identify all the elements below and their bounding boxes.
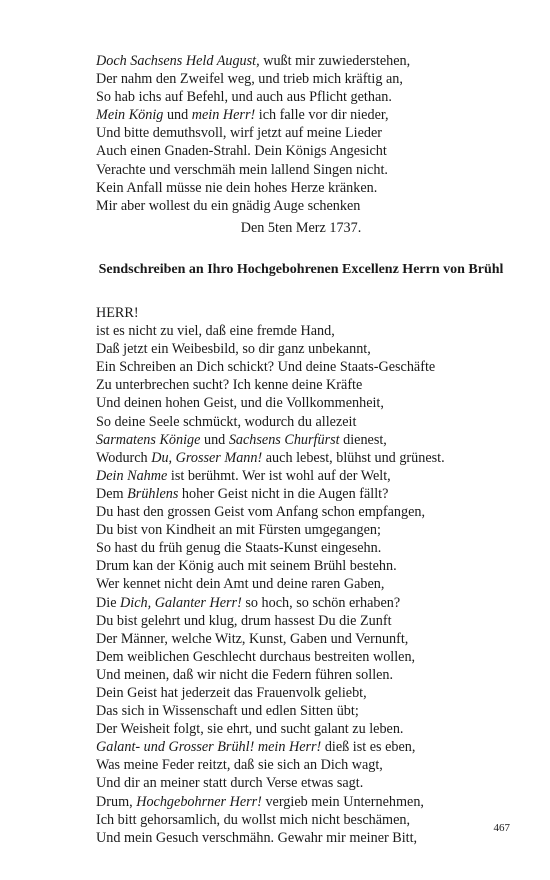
italic-text: Sachsens Churfürst bbox=[228, 431, 340, 448]
text-span: dieß ist es eben, bbox=[321, 739, 416, 756]
text-span: Und bitte demuthsvoll, wirf jetzt auf meine Lieder bbox=[96, 125, 383, 142]
verse-line bbox=[96, 394, 516, 412]
text-span: dienest, bbox=[339, 431, 387, 448]
verse-line bbox=[96, 575, 516, 593]
text-span: hoher Geist nicht in die Augen fällt? bbox=[178, 485, 389, 502]
verse-line bbox=[96, 793, 516, 811]
text-span: und bbox=[200, 431, 229, 448]
verse-line bbox=[96, 106, 516, 124]
verse-line bbox=[96, 322, 516, 340]
verse-line bbox=[96, 52, 516, 70]
verse-line bbox=[96, 521, 516, 539]
verse-line bbox=[96, 503, 516, 521]
italic-text: Du, Grosser Mann! bbox=[151, 449, 263, 466]
verse-line bbox=[96, 648, 516, 666]
verse-line bbox=[96, 70, 516, 88]
verse-line bbox=[96, 557, 516, 575]
text-span: Das sich in Wissenschaft und edlen Sitten übt; bbox=[96, 703, 359, 720]
verse-line bbox=[96, 539, 516, 557]
text-span: Dem weiblichen Geschlecht durchaus bestreiten wollen, bbox=[96, 648, 416, 665]
text-span: Mir aber wollest du ein gnädig Auge schenken bbox=[96, 197, 361, 214]
verse-line bbox=[96, 702, 516, 720]
text-span: Drum kan der König auch mit seinem Brühl bestehn. bbox=[96, 558, 397, 575]
text-span: So hab ichs auf Befehl, und auch aus Pflicht gethan. bbox=[96, 89, 392, 106]
verse-line bbox=[96, 340, 516, 358]
poem-ending-verses bbox=[96, 52, 516, 215]
text-span: Und dir an meiner statt durch Verse etwas sagt. bbox=[96, 775, 364, 792]
text-span: Und deinen hohen Geist, und die Vollkommenheit, bbox=[96, 395, 384, 412]
text-span: Was meine Feder reitzt, daß sie sich an Dich wagt, bbox=[96, 757, 383, 774]
text-span: so hoch, so schön erhaben? bbox=[241, 594, 401, 611]
verse-line bbox=[96, 594, 516, 612]
verse-line bbox=[96, 179, 516, 197]
text-span: HERR! bbox=[96, 305, 139, 321]
text-span: Du hast den grossen Geist vom Anfang schon empfangen, bbox=[96, 504, 426, 521]
italic-text: Dich, Galanter Herr! bbox=[120, 594, 242, 611]
text-span: Du bist gelehrt und klug, drum hassest Du die Zunft bbox=[96, 612, 392, 629]
verse-line bbox=[96, 142, 516, 160]
text-span: vergieb mein Unternehmen, bbox=[261, 793, 424, 810]
text-span: Ich bitt gehorsamlich, du wollst mich nicht beschämen, bbox=[96, 811, 411, 828]
text-span: ich falle vor dir nieder, bbox=[255, 107, 389, 124]
text-span: Der Männer, welche Witz, Kunst, Gaben und Vernunft, bbox=[96, 630, 409, 647]
text-span: Ein Schreiben an Dich schickt? Und deine Staats-Geschäfte bbox=[96, 359, 436, 376]
text-span: Der Weisheit folgt, sie ehrt, und sucht galant zu leben. bbox=[96, 721, 404, 738]
verse-line bbox=[96, 485, 516, 503]
text-span: Die bbox=[96, 594, 121, 611]
italic-text: Galant- und Grosser Brühl! mein Herr! bbox=[96, 739, 322, 756]
text-span: Und mein Gesuch verschmähn. Gewahr mir meiner Bitt, bbox=[96, 829, 418, 846]
italic-text: Brühlens bbox=[127, 485, 179, 502]
verse-line bbox=[96, 161, 516, 179]
text-span: So deine Seele schmückt, wodurch du allezeit bbox=[96, 413, 357, 430]
text-span: Dein Geist hat jederzeit das Frauenvolk geliebt, bbox=[96, 684, 367, 701]
verse-line bbox=[96, 304, 516, 322]
verse-line bbox=[96, 376, 516, 394]
italic-text: Sarmatens Könige bbox=[96, 431, 201, 448]
text-span: und bbox=[163, 107, 192, 124]
text-span: ist es nicht zu viel, daß eine fremde Hand, bbox=[96, 323, 335, 340]
text-span: Drum, bbox=[96, 793, 137, 810]
verse-line bbox=[96, 449, 516, 467]
text-span: ist berühmt. Wer ist wohl auf der Welt, bbox=[167, 467, 391, 484]
italic-text: mein Herr! bbox=[191, 107, 256, 124]
verse-line bbox=[96, 630, 516, 648]
text-span: auch lebest, blühst und grünest. bbox=[262, 449, 445, 466]
text-span: Auch einen Gnaden-Strahl. Dein Königs Angesicht bbox=[96, 143, 387, 160]
verse-line bbox=[96, 666, 516, 684]
verse-line bbox=[96, 684, 516, 702]
verse-line bbox=[96, 756, 516, 774]
text-span: Dem bbox=[96, 485, 128, 502]
text-span: Wer kennet nicht dein Amt und deine raren Gaben, bbox=[96, 576, 385, 593]
verse-line bbox=[96, 88, 516, 106]
page-number: 467 bbox=[493, 822, 510, 834]
verse-line bbox=[96, 467, 516, 485]
text-span: So hast du früh genug die Staats-Kunst eingesehn. bbox=[96, 540, 382, 557]
text-span: Verachte und verschmäh mein lallend Singen nicht. bbox=[96, 161, 388, 178]
italic-text: Doch Sachsens Held August, bbox=[96, 53, 260, 69]
verse-line bbox=[96, 413, 516, 431]
verse-line bbox=[96, 720, 516, 738]
section-heading: Sendschreiben an Ihro Hochgebohrenen Excellenz Herrn von Brühl bbox=[98, 262, 504, 277]
text-span: Du bist von Kindheit an mit Fürsten umgegangen; bbox=[96, 522, 381, 539]
date-line: Den 5ten Merz 1737. bbox=[240, 220, 362, 236]
text-span: Wodurch bbox=[96, 449, 152, 466]
verse-line bbox=[96, 431, 516, 449]
text-span: Der nahm den Zweifel weg, und trieb mich kräftig an, bbox=[96, 71, 403, 88]
verse-line bbox=[96, 124, 516, 142]
text-span: wußt mir zuwiederstehen, bbox=[259, 53, 411, 69]
italic-text: Hochgebohrner Herr! bbox=[136, 793, 262, 810]
italic-text: Mein König bbox=[96, 107, 164, 124]
verse-line bbox=[96, 612, 516, 630]
verse-line bbox=[96, 358, 516, 376]
text-span: Und meinen, daß wir nicht die Federn führen sollen. bbox=[96, 666, 394, 683]
text-span: Zu unterbrechen sucht? Ich kenne deine Kräfte bbox=[96, 377, 363, 394]
text-span: Daß jetzt ein Weibesbild, so dir ganz unbekannt, bbox=[96, 341, 371, 358]
verse-line bbox=[96, 197, 516, 215]
italic-text: Dein Nahme bbox=[96, 467, 168, 484]
letter-verses bbox=[96, 304, 516, 847]
verse-line bbox=[96, 738, 516, 756]
text-span: Kein Anfall müsse nie dein hohes Herze kränken. bbox=[96, 179, 378, 196]
verse-line bbox=[96, 774, 516, 792]
